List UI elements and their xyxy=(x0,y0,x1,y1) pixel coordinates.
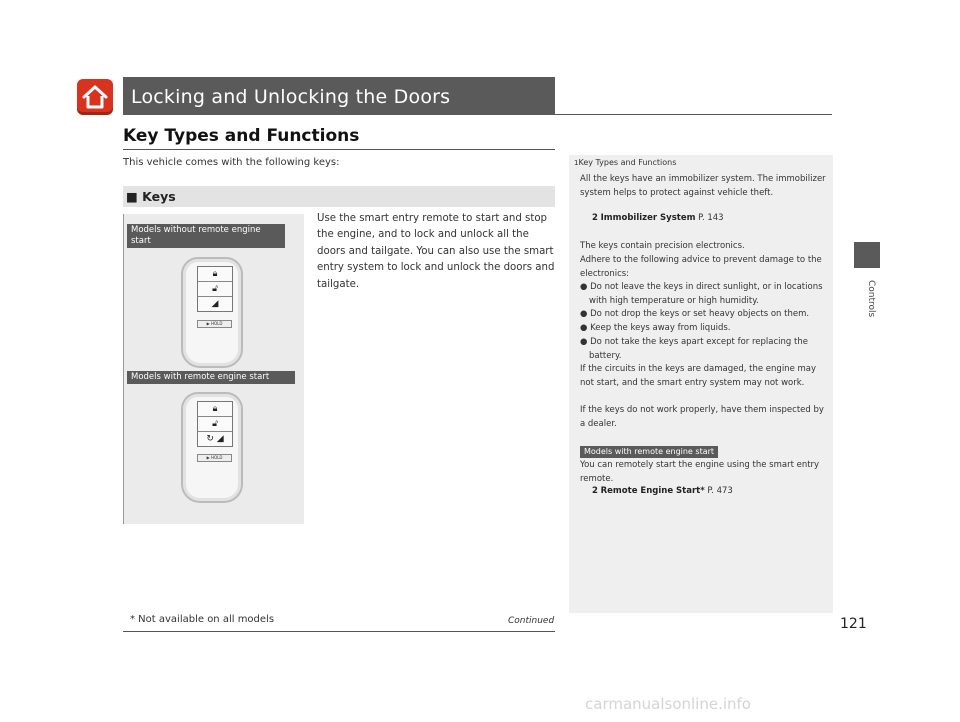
page-title: Locking and Unlocking the Doors xyxy=(131,86,451,108)
ref-arrow-icon: 2 xyxy=(592,213,598,223)
ref-arrow-icon: 2 xyxy=(592,486,598,496)
side-tab-marker[interactable] xyxy=(854,242,880,268)
continued-label: Continued xyxy=(508,616,555,626)
ref-immobilizer-system[interactable]: 2 Immobilizer System P. 143 xyxy=(592,213,724,223)
keys-heading-bar xyxy=(123,186,555,207)
watermark: carmanualsonline.info xyxy=(585,695,751,713)
note-immobilizer: All the keys have an immobilizer system. The immobilizer system helps to protect against vehicle theft. xyxy=(580,174,826,198)
note-damage: If the circuits in the keys are damaged, the engine may not start, and the smart entry system may not work. xyxy=(580,364,817,388)
unlock-icon: 🔓︎ xyxy=(198,282,232,297)
tag-with-remote-start: Models with remote engine start xyxy=(127,371,295,384)
ref-remote-engine-start[interactable]: 2 Remote Engine Start* P. 473 xyxy=(592,486,733,496)
panic-hold-button: ▶ HOLD xyxy=(197,320,232,328)
fob-button-stack xyxy=(197,266,233,312)
note-dealer: If the keys do not work properly, have them inspected by a dealer. xyxy=(580,405,824,429)
unlock-icon: 🔓︎ xyxy=(198,417,232,432)
note-remote-start: You can remotely start the engine using the smart entry remote. xyxy=(580,460,820,484)
note-bullet: ● Do not drop the keys or set heavy objects on them. xyxy=(580,309,810,319)
fob-button-stack-remote xyxy=(197,401,233,447)
keys-description: Use the smart entry remote to start and stop the engine, and to lock and unlock all the doors and tailgate. You can also use the smart entry system to lock and unlock the doors and tailgate. xyxy=(317,213,555,290)
lock-icon: 🔒︎ xyxy=(198,402,232,417)
remote-start-icon: ↻ ◢ xyxy=(206,434,224,444)
note-bullet: ● Do not take the keys apart except for replacing the battery. xyxy=(580,337,808,361)
note-precision: The keys contain precision electronics. xyxy=(580,241,745,251)
side-tab-label[interactable]: Controls xyxy=(866,280,876,318)
title-divider xyxy=(555,114,832,115)
note-advice: Adhere to the following advice to prevent damage to the electronics: xyxy=(580,255,822,279)
note-bullet: ● Keep the keys away from liquids. xyxy=(580,323,731,333)
lock-icon: 🔒︎ xyxy=(198,267,232,282)
intro-text: This vehicle comes with the following keys: xyxy=(123,157,340,168)
footer-divider xyxy=(123,631,555,632)
panic-hold-button: ▶ HOLD xyxy=(197,454,232,462)
keys-heading: ■ Keys xyxy=(126,189,176,204)
note-header: 1Key Types and Functions xyxy=(574,158,677,167)
tag-remote-start-note: Models with remote engine start xyxy=(580,446,718,458)
page-number: 121 xyxy=(840,616,867,632)
tailgate-icon: ◢ xyxy=(211,299,219,309)
section-divider xyxy=(123,149,555,150)
home-icon[interactable] xyxy=(77,79,113,115)
footnote: * Not available on all models xyxy=(130,614,275,625)
section-title: Key Types and Functions xyxy=(123,126,360,146)
note-bullet: ● Do not leave the keys in direct sunlight, or in locations with high temperature or high humidity. xyxy=(580,282,823,306)
note-marker-icon: 1 xyxy=(574,159,579,167)
tag-without-remote-start: Models without remote engine start xyxy=(127,224,285,248)
